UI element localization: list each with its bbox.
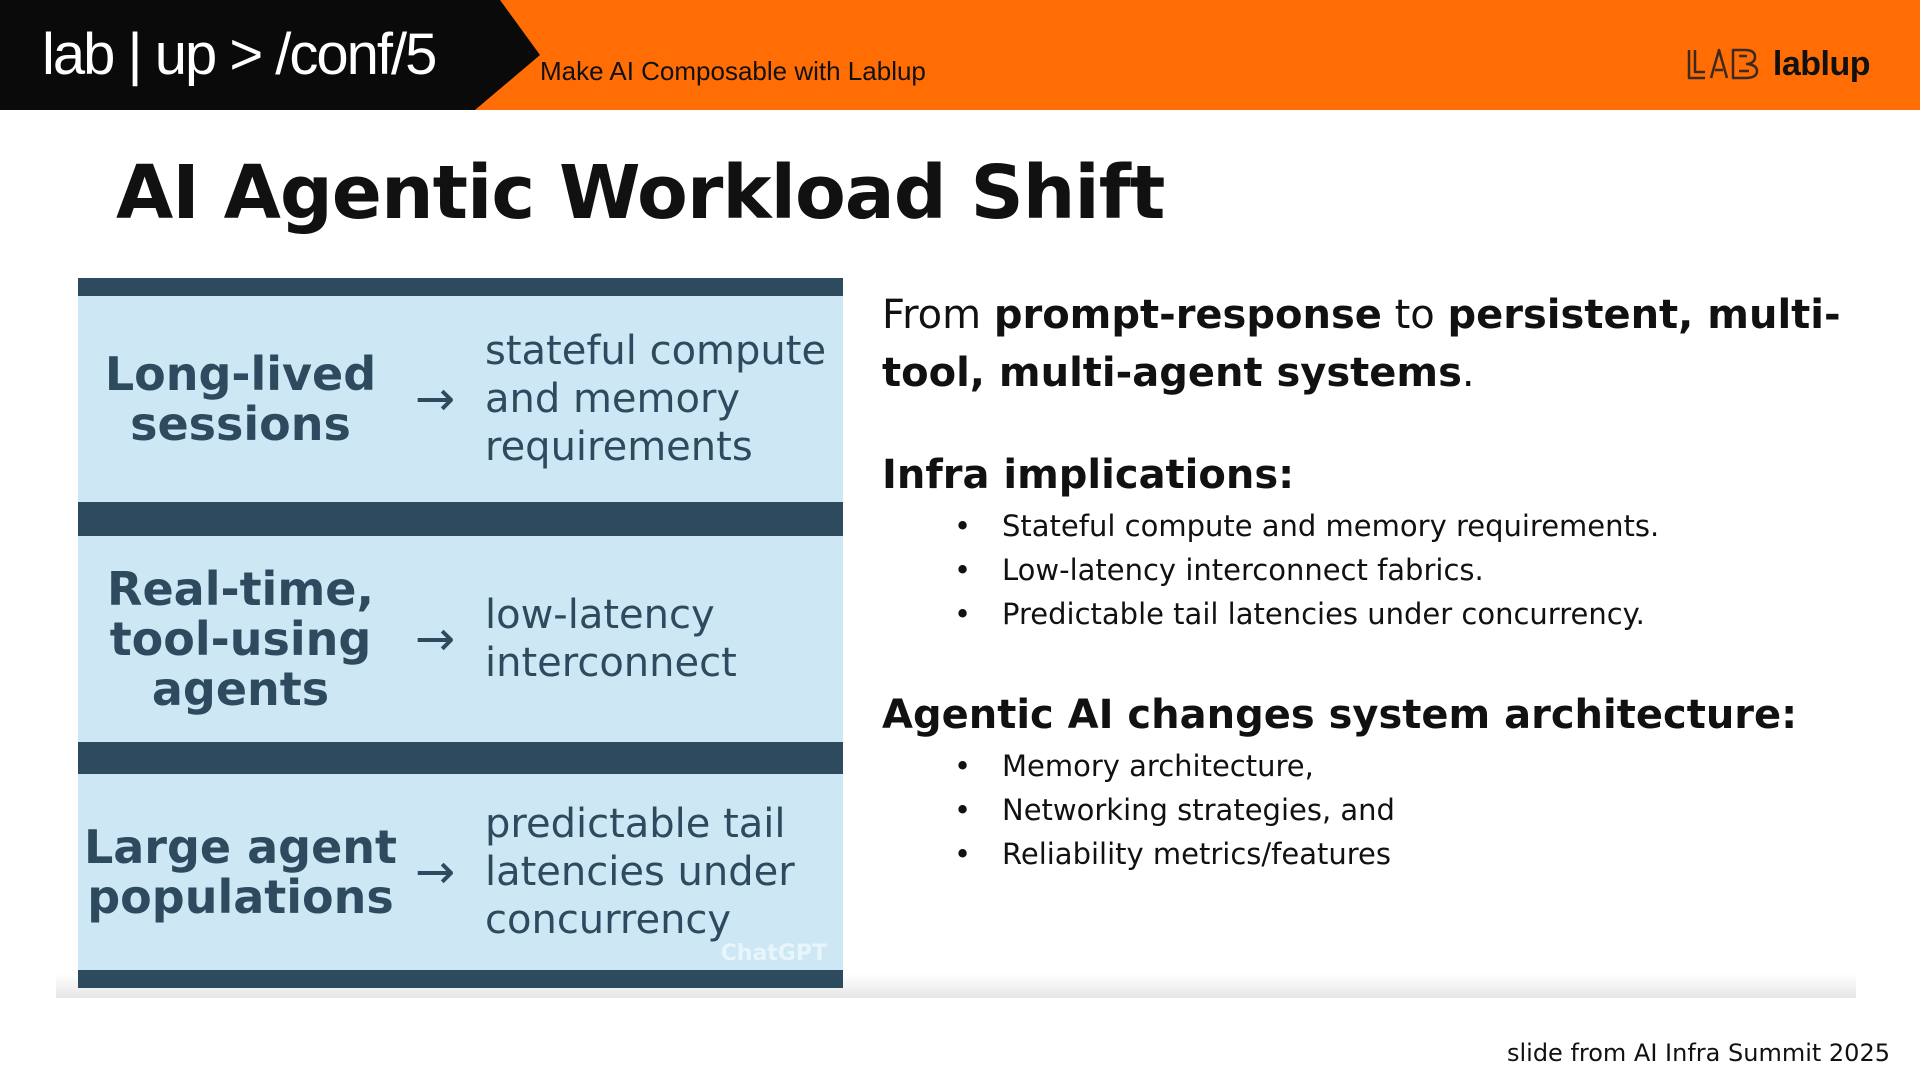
panel-row-cause: Large agent populations <box>83 820 398 924</box>
bullet-text: Networking strategies, and <box>1002 793 1395 827</box>
bullet-icon: • <box>954 837 972 871</box>
architecture-heading: Agentic AI changes system architecture: <box>882 692 1798 738</box>
list-item <box>954 832 1862 876</box>
conference-title: lab | up > /conf/5 <box>42 22 436 87</box>
bullet-icon: • <box>954 749 972 783</box>
infra-bullet-list <box>882 504 1862 636</box>
bullet-text: Stateful compute and memory requirements. <box>1002 509 1660 543</box>
panel-row-cause: Real-time, tool-using agents <box>107 562 374 716</box>
list-item <box>954 592 1862 636</box>
bullet-icon: • <box>954 793 972 827</box>
header-band <box>0 0 1920 110</box>
bullet-text: Predictable tail latencies under concurrency. <box>1002 597 1645 631</box>
watermark: ChatGPT <box>720 941 827 966</box>
panel-row-real-time <box>78 536 843 742</box>
lead-text: to <box>1381 292 1448 338</box>
panel-row-large-populations <box>78 774 843 970</box>
lead-statement <box>882 286 1862 402</box>
lead-text: From <box>882 292 994 338</box>
lead-emphasis: prompt-response <box>993 292 1382 338</box>
arrow-right-icon: → <box>414 844 456 900</box>
bullet-icon: • <box>954 509 972 543</box>
lablup-logo-icon <box>1685 44 1763 84</box>
bullet-icon: • <box>954 597 972 631</box>
list-item <box>954 548 1862 592</box>
lead-emphasis: persistent, multi-tool, multi-agent systems <box>882 292 1841 396</box>
bullet-text: Reliability metrics/features <box>1002 837 1391 871</box>
lead-text: . <box>1461 350 1475 396</box>
panel-row-effect: predictable tail latencies under concurrency <box>485 801 795 943</box>
list-item <box>954 788 1862 832</box>
workload-panel <box>78 278 843 988</box>
source-note: slide from AI Infra Summit 2025 <box>1506 1039 1890 1067</box>
infra-heading: Infra implications: <box>882 452 1295 498</box>
bullet-text: Low-latency interconnect fabrics. <box>1002 553 1484 587</box>
brand-logo <box>1685 44 1870 84</box>
panel-row-effect: stateful compute and memory requirements <box>485 328 827 470</box>
bullet-text: Memory architecture, <box>1002 749 1314 783</box>
architecture-bullet-list <box>882 744 1862 876</box>
brand-name: lablup <box>1772 45 1870 83</box>
arrow-right-icon: → <box>414 371 456 427</box>
slide-title: AI Agentic Workload Shift <box>116 150 1165 236</box>
tagline: Make AI Composable with Lablup <box>540 56 926 86</box>
content-column <box>882 286 1862 876</box>
panel-row-effect: low-latency interconnect <box>485 592 737 686</box>
list-item <box>954 504 1862 548</box>
arrow-right-icon: → <box>414 611 456 667</box>
panel-row-long-lived <box>78 296 843 502</box>
list-item <box>954 744 1862 788</box>
bullet-icon: • <box>954 553 972 587</box>
panel-row-cause: Long-lived sessions <box>104 347 377 451</box>
